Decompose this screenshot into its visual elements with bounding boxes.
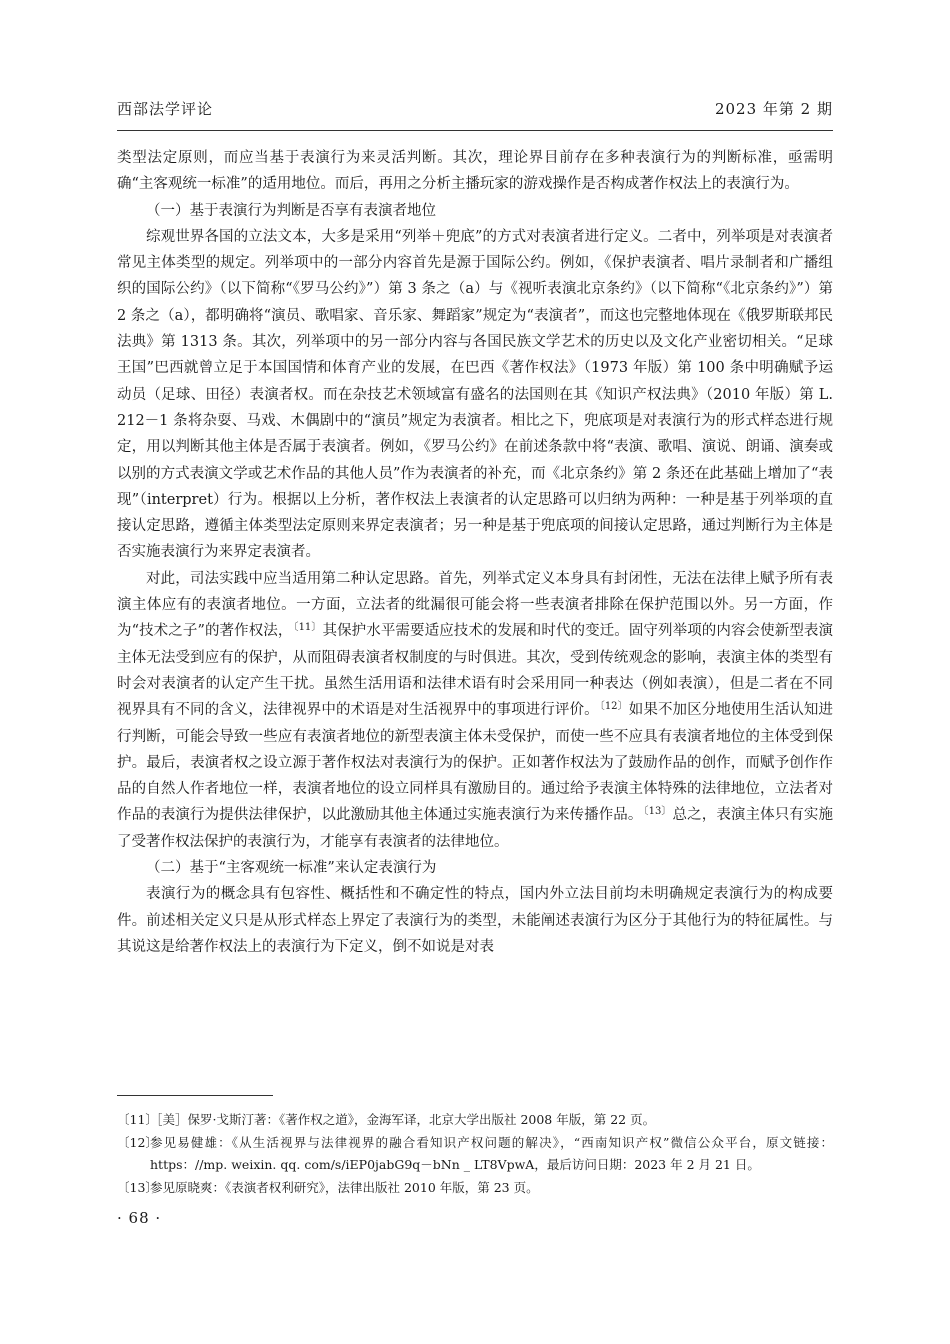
issue-label: 2023 年第 2 期 xyxy=(714,100,833,118)
page-number: · 68 · xyxy=(117,1209,162,1227)
journal-title: 西部法学评论 xyxy=(117,100,214,118)
page xyxy=(117,0,833,1344)
paragraph-3 xyxy=(117,566,833,855)
footnote-11 xyxy=(117,1109,833,1132)
paragraph-3-part-c: 如果不加区分地使用生活认知进行判断，可能会导致一些应有表演者地位的新型表演主体未受保护，而使一些不应具有表演者地位的主体受到保护。最后，表演者权之设立源于著作权法对表演行为的保护。正如著作权法为了鼓励作品的创作，而赋予创作作品的自然人作者地位一样，表演者地位的设立同样具有激励目的。通过给予表演主体特殊的法律地位，立法者对作品的表演行为提供法律保护，以此激励其他主体通过实施表演行为来传播作品。 xyxy=(117,702,834,824)
paragraph-3-part-b: 其保护水平需要适应技术的发展和时代的变迁。固守列举项的内容会使新型表演主体无法受到应有的保护，从而阻碍表演者权制度的与时俱进。其次，受到传统观念的影响，表演主体的类型有时会对表演者的认定产生干扰。虽然生活用语和法律术语有时会采用同一种表达（例如表演），但是二者在不同视界具有不同的含义，法律视界中的术语是对生活视界中的事项进行评价。 xyxy=(117,623,833,719)
paragraph-4: 表演行为的概念具有包容性、概括性和不确定性的特点，国内外立法目前均未明确规定表演行为的构成要件。前述相关定义只是从形式样态上界定了表演行为的类型，未能阐述表演行为区分于其他行为的特征属性。与其说这是给著作权法上的表演行为下定义，倒不如说是对表 xyxy=(117,886,833,955)
footnote-text: ［美］保罗·戈斯汀著：《著作权之道》，金海军译，北京大学出版社 2008 年版，第 22 页。 xyxy=(150,1112,656,1127)
footnote-number: 〔12〕 xyxy=(117,1134,158,1150)
footnote-12 xyxy=(117,1132,833,1177)
footnote-number: 〔11〕 xyxy=(117,1112,158,1127)
footnote-text: 参见原晓爽：《表演者权利研究》，法律出版社 2010 年版，第 23 页。 xyxy=(150,1179,539,1195)
footnote-number: 〔13〕 xyxy=(117,1179,158,1195)
footnote-text: 参见易健雄：《从生活视界与法律视界的融合看知识产权问题的解决》，“西南知识产权”微信公众平台，原文链接：https：//mp. weixin. qq. com/s/iEP0jabG9q－bNn _ LT8VpwA，最后访问日期：2023 年 2 月 21 日。 xyxy=(150,1134,833,1172)
paragraph-3-part-d: 总之，表演主体只有实施了受著作权法保护的表演行为，才能享有表演者的法律地位。 xyxy=(117,807,834,850)
footnote-ref-11[interactable]: 〔11〕 xyxy=(293,621,322,633)
footnote-13 xyxy=(117,1177,833,1200)
footnote-ref-13[interactable]: 〔13〕 xyxy=(643,805,672,817)
body-text xyxy=(117,145,833,960)
header-rule xyxy=(117,130,833,131)
section-heading-2: （二）基于“主客观统一标准”来认定表演行为 xyxy=(146,860,437,877)
running-header xyxy=(117,96,833,122)
footnotes xyxy=(117,1109,833,1199)
paragraph-1: 类型法定原则，而应当基于表演行为来灵活判断。其次，理论界目前存在多种表演行为的判断标准，亟需明确“主客观统一标准”的适用地位。而后，再用之分析主播玩家的游戏操作是否构成著作权法上的表演行为。 xyxy=(117,150,833,193)
footnote-rule xyxy=(117,1095,273,1096)
paragraph-2: 综观世界各国的立法文本，大多是采用“列举＋兜底”的方式对表演者进行定义。二者中，列举项是对表演者常见主体类型的规定。列举项中的一部分内容首先是源于国际公约。例如，《保护表演者、唱片录制者和广播组织的国际公约》（以下简称“《罗马公约》”）第 3 条之（a）与《视听表演北京条约》（以下简称“《北京条约》”）第 2 条之（a），都明确将“演员、歌唱家、音乐家、舞蹈家”规定为“表演者”，而这也完整地体现在《俄罗斯联邦民法典》第 1313 条。其次，列举项中的另一部分内容与各国民族文学艺术的历史以及文化产业密切相关。“足球王国”巴西就曾立足于本国国情和体育产业的发展，在巴西《著作权法》（1973 年版）第 100 条中明确赋予运动员（足球、田径）表演者权。而在杂技艺术领域富有盛名的法国则在其《知识产权法典》（2010 年版）第 L. 212－1 条将杂耍、马戏、木偶剧中的“演员”规定为表演者。相比之下，兜底项是对表演行为的形式样态进行规定，用以判断其他主体是否属于表演者。例如，《罗马公约》在前述条款中将“表演、歌唱、演说、朗诵、演奏或以别的方式表演文学或艺术作品的其他人员”作为表演者的补充，而《北京条约》第 2 条还在此基础上增加了“表现”（interpret）行为。根据以上分析，著作权法上表演者的认定思路可以归纳为两种：一种是基于列举项的直接认定思路，遵循主体类型法定原则来界定表演者；另一种是基于兜底项的间接认定思路，通过判断行为主体是否实施表演行为来界定表演者。 xyxy=(117,228,833,561)
section-heading-1: （一）基于表演行为判断是否享有表演者地位 xyxy=(146,202,436,219)
footnote-ref-12[interactable]: 〔12〕 xyxy=(599,700,628,712)
paragraph-3-part-a: 对此，司法实践中应当适用第二种认定思路。首先，列举式定义本身具有封闭性，无法在法律上赋予所有表演主体应有的表演者地位。一方面，立法者的纰漏很可能会将一些表演者排除在保护范围以外。另一方面，作为“技术之子”的著作权法， xyxy=(117,570,833,640)
